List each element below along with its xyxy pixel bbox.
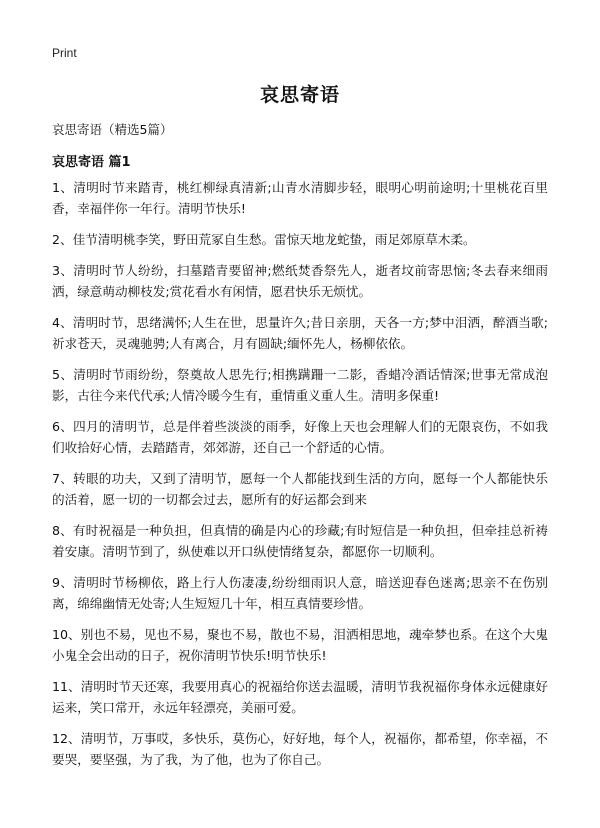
list-item: 4、清明时节，思绪满怀;人生在世，思量许久;昔日亲朋，天各一方;梦中泪洒，醉酒当歌;祈求苍天，灵魂驰骋;人有离合，月有圆缺;缅怀先人，杨柳依依。 <box>52 315 548 351</box>
list-item: 9、清明时节杨柳依，路上行人伤凄凄,纷纷细雨识人意，暗送迎春色迷离;思亲不在伤别离，绵绵幽情无处寄;人生短短几十年，相互真情要珍惜。 <box>52 575 548 611</box>
list-item: 8、有时祝福是一种负担，但真情的确是内心的珍藏;有时短信是一种负担，但牵挂总祈祷着安康。清明节到了，纵使难以开口纵使情绪复杂，都愿你一切顺利。 <box>52 523 548 559</box>
document-subtitle: 哀思寄语（精选5篇） <box>52 122 173 137</box>
list-item: 12、清明节，万事哎，多快乐，莫伤心，好好地，每个人，祝福你，都希望，你幸福，不要哭，要坚强，为了我，为了他，也为了你自己。 <box>52 731 548 767</box>
list-item: 3、清明时节人纷纷，扫墓踏青要留神;燃纸焚香祭先人，逝者坟前寄思恼;冬去春来细雨洒，绿意萌动柳枝发;赏花看水有闲情，愿君快乐无烦忧。 <box>52 263 548 299</box>
list-item: 11、清明时节天还寒，我要用真心的祝福给你送去温暖，清明节我祝福你身体永远健康好运来，笑口常开，永远年轻漂亮，美丽可爱。 <box>52 679 548 715</box>
list-item: 5、清明时节雨纷纷，祭奠故人思先行;相携蹒跚一二影，香蜡冷酒话情深;世事无常成泡影，古往今来代代承;人情冷暖今生有，重情重义重人生。清明多保重! <box>52 367 548 403</box>
message-list <box>52 177 548 780</box>
list-item: 1、清明时节来踏青，桃红柳绿真清新;山青水清脚步轻，眼明心明前途明;十里桃花百里香，幸福伴你一年行。清明节快乐! <box>52 180 548 216</box>
list-item: 6、四月的清明节，总是伴着些淡淡的雨季，好像上天也会理解人们的无限哀伤，不如我们收拾好心情，去踏踏青，郊郊游，还自己一个舒适的心情。 <box>52 419 548 455</box>
section-heading: 哀思寄语 篇1 <box>52 155 131 170</box>
page-title: 哀思寄语 <box>259 84 340 106</box>
list-item: 10、别也不易，见也不易，聚也不易，散也不易，泪洒相思地，魂牵梦也系。在这个大鬼小鬼全会出动的日子，祝你清明节快乐!明节快乐! <box>52 627 548 663</box>
list-item: 7、转眼的功夫，又到了清明节，愿每一个人都能找到生活的方向，愿每一个人都能快乐的活着，愿一切的一切都会过去，愿所有的好运都会到来 <box>52 471 548 507</box>
list-item: 2、佳节清明桃李笑，野田荒冢自生愁。雷惊天地龙蛇蛰，雨足郊原草木柔。 <box>52 232 476 247</box>
print-label: Print <box>52 46 77 60</box>
